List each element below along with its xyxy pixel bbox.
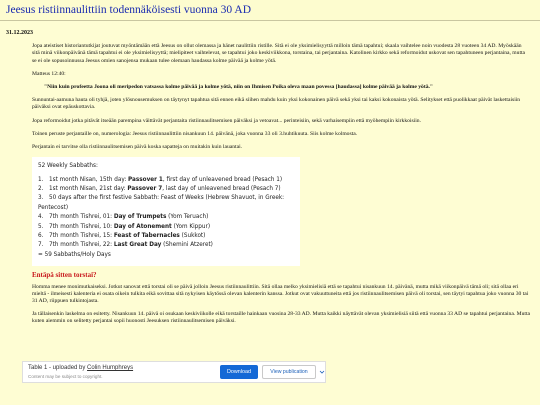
row-text: 1st month Nisan, 21st day:: [49, 186, 128, 193]
table-row: [38, 194, 292, 213]
row-number: 5.: [38, 223, 44, 230]
row-text: 7th month Tishrei, 10:: [49, 223, 114, 230]
holiday-name: Passover 1: [128, 176, 163, 183]
row-number: 3.: [38, 195, 44, 202]
row-suffix: (Yom Kippur): [171, 223, 211, 230]
article-text: [32, 43, 530, 325]
row-text: 1st month Nisan, 15th day:: [49, 176, 129, 183]
copyright-note: Content may be subject to copyright.: [28, 374, 103, 379]
chevron-down-icon: [319, 365, 325, 379]
post-date: 31.12.2023: [6, 30, 33, 36]
row-text: 7th month Tishrei, 22:: [49, 242, 114, 249]
article-body: [0, 21, 540, 326]
row-suffix: , last day of unleavened bread (Pesach 7): [162, 186, 281, 193]
paragraph: Toinen peruste perjantaille on, numerologia: Jeesus ristiinnaulittiin nisankuun 14. päivänä, joka vuonna 33 oli 3.huhtikuuta. Siis kolme kolmosta.: [32, 130, 358, 137]
holiday-name: Day of Trumpets: [113, 214, 167, 221]
table-row: [38, 232, 292, 241]
embed-caption-prefix: Table 1 - uploaded by: [28, 365, 88, 371]
row-suffix: (Shemini Atzeret): [161, 242, 213, 249]
row-number: 4.: [38, 214, 44, 221]
holiday-name: Feast of Tabernacles: [113, 233, 180, 240]
section-heading: Entäpä sitten torstai?: [32, 271, 97, 280]
table-row: [38, 223, 292, 232]
row-number: 6.: [38, 233, 44, 240]
row-number: 2.: [38, 186, 44, 193]
paragraph: Jopa ateistiset historiantutkijat joutuvat myöntämään että Jeesus on ollut olemassa ja hänet naulittiin ristille. Sitä ei ole yksimielisyyttä milloin tämä tapahtui; skaala vaihtelee noin vuodesta 28 vuoteen 34 AD. Myöskään sitä minä viikonpäivänä tämä tapahtui ei ole yksimielisyyttä; mielipiteet vaihtelevat, se tapahtui joko keskiviikkona, torstaina, tai perjantaina. Katolinen kirkko sekä reformoidut uskovat sen tapahtuneen perjantaina, mutta se ei ole sopusoinnussa Jeesus omien sanojensa mukaan tulee olemaan haudassa kolme päivää ja kolme yötä.: [32, 43, 526, 64]
download-button[interactable]: Download: [220, 365, 258, 379]
page-title: Jeesus ristiinnaulittiin todennäköisesti vuonna 30 AD: [6, 4, 251, 16]
table-row: [38, 185, 292, 194]
table-total: = 59 Sabbaths/Holy Days: [38, 251, 111, 258]
publication-embed-bar: [22, 361, 326, 383]
row-suffix: , first day of unleavened bread (Pesach 1): [162, 176, 283, 183]
row-text: 7th month Tishrei, 15:: [49, 233, 114, 240]
bible-quote: "Niin kuin profeetta Joona oli meripedon vatsassa kolme päivää ja kolme yötä, niin on Ihmisen Poika oleva maan povessa [haudassa] kolme päivää ja kolme yötä.": [44, 84, 434, 91]
holiday-name: Passover 7: [127, 186, 163, 193]
paragraph: Ja tällaisenkin laskelma on esitetty. Nisankuun 14. päivä oi osukaan keskiviikolle eikä torstaille hainkaan vuosina 28-33 AD. Mutta kaikki näyttävät olevan yksimielisiä siitä että vuonna 33 AD se tapahtui perjantaina. Mutta kuten aiemmin on selitetty perjantai sopii huonosti Jeesuksen ristiinnaulitsemisen päiväksi.: [32, 311, 530, 325]
row-number: 1.: [38, 176, 44, 183]
table-row: [38, 213, 292, 222]
embed-caption: [28, 365, 133, 371]
view-publication-button[interactable]: View publication: [262, 365, 316, 379]
row-text: 7th month Tishrei, 01:: [49, 214, 114, 221]
table-row: [38, 241, 292, 250]
row-number: 7.: [38, 242, 44, 249]
sabbath-table-image: [32, 157, 300, 266]
holiday-name: Day of Atonement: [113, 223, 172, 230]
paragraph: Homma menee monimutkaiseksi. Jotkut sanovat että torstai oli se päivä jolloin Jeesus ristiinnaulittiin. Sitä ollaa melko yksimielisiä että se tapahtui nisankuun 14. päivänä, mutta mikä viikonpäivä tämä oli; sitä ollaa eri mieltä - ilmeisesti kalenteria ei osata oikein tulkita eikä sovittaa sitä nykyisen käytössä olevan kalenterin kanssa. Jotkut ovat vakuuttuneita että jos ristiinnaulitsemisen päivä oli torstai, sen täytyi tapahtua joko vuonna 30 tai 31 AD, riippuen tulkintojasta.: [32, 283, 529, 304]
more-options-button[interactable]: [319, 365, 325, 379]
row-suffix: (Yom Teruach): [166, 214, 209, 221]
table-rows: [38, 176, 292, 251]
author-link[interactable]: Colin Humphreys: [87, 365, 134, 371]
paragraph: Matteus 12:40:: [32, 70, 66, 77]
row-text: 50 days after the first festive Sabbath: Feast of Weeks (Hebrew Shavuot, in Greek: Pentecost): [38, 195, 285, 211]
table-row: [38, 176, 292, 185]
row-suffix: (Sukkot): [179, 233, 206, 240]
paragraph: Perjantain ei tarvitse olla ristiinnaulitsemisen päivä koska sapatteja on muitakin kuin lauantai.: [32, 144, 243, 151]
table-title: 52 Weekly Sabbaths:: [38, 163, 98, 170]
paragraph: Sunnuntai-aamuna hauta oli tyhjä, joten ylösnousemuksen on täytynyt tapahtua sitä ennen eikä siihen mahdu kuin yksi kokonainen päivä sekä yksi tai kaksi kokonaista yötä. Selitykset että puolikkaat päivät laskettaisiin päiväksi ovat epäuskottavia.: [32, 97, 521, 111]
paragraph: Jopa reformoidut jotka pitävät itseään parempina väittävät perjantaita ristiinnaulitsemisen päiväksi ja vetoavat... perinteisiin, sekä varhaisempiin että myöhempiin kirkkoisiin.: [32, 117, 421, 124]
page-header: [0, 0, 540, 21]
holiday-name: Last Great Day: [113, 242, 162, 249]
